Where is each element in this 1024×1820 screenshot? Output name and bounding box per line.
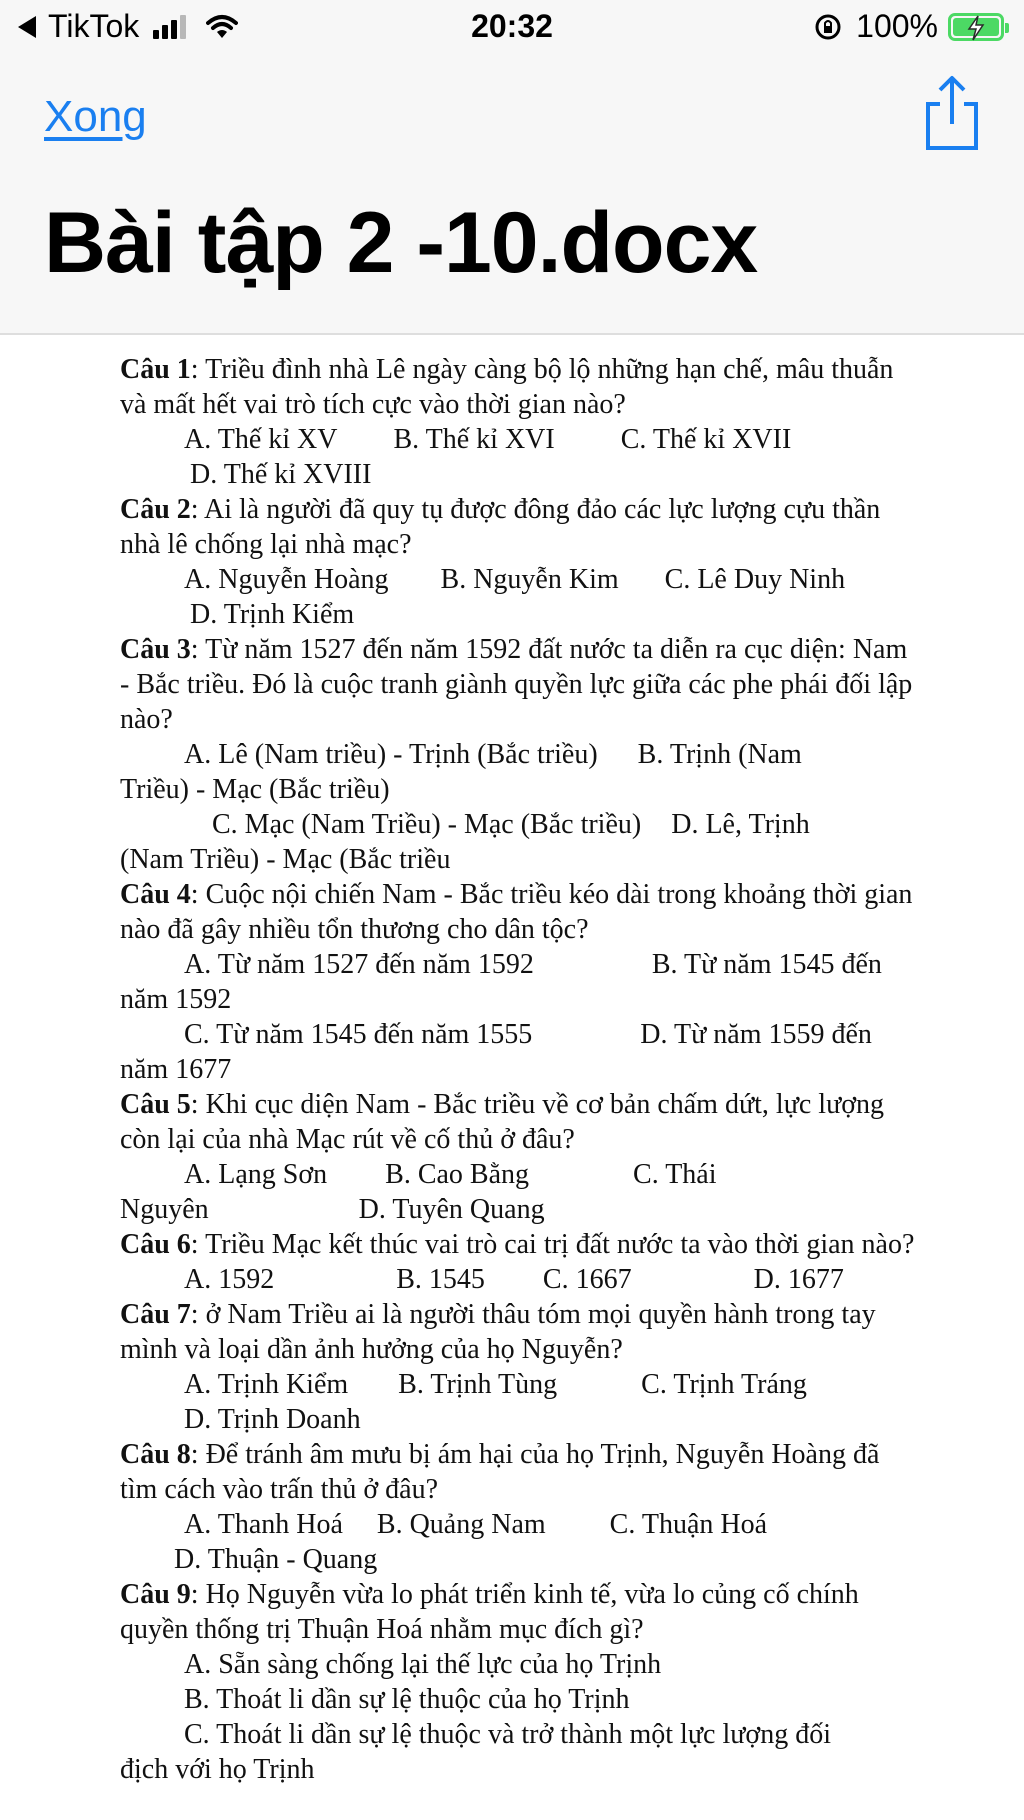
option-continuation: năm 1592 [120, 984, 232, 1015]
document-body [120, 352, 920, 1787]
option: B. Nguyễn Kim [440, 564, 619, 595]
battery-percent: 100% [856, 8, 938, 44]
question-9 [120, 1577, 920, 1647]
option: B. Thế kỉ XVI [393, 424, 555, 455]
question-text: : Cuộc nội chiến Nam - Bắc triều kéo dài trong khoảng thời gian nào đã gây nhiều tổn thương cho dân tộc? [120, 879, 913, 945]
option: B. Thoát li dần sự lệ thuộc của họ Trịnh [184, 1684, 630, 1715]
question-7-options [120, 1367, 920, 1402]
question-1 [120, 352, 920, 422]
question-text: : Triều Mạc kết thúc vai trò cai trị đất nước ta vào thời gian nào? [190, 1229, 915, 1260]
question-text: : Để tránh âm mưu bị ám hại của họ Trịnh, Nguyễn Hoàng đã tìm cách vào trấn thủ ở đâu? [120, 1439, 880, 1505]
question-8-options-row2 [120, 1542, 920, 1577]
option: A. Thế kỉ XV [184, 424, 338, 455]
option: C. Thoát li dần sự lệ thuộc và trở thành một lực lượng đối [184, 1719, 831, 1750]
question-2 [120, 492, 920, 562]
question-number: Câu 3 [120, 634, 191, 665]
option: A. Lạng Sơn [184, 1159, 328, 1190]
option-continuation: (Nam Triều) - Mạc (Bắc triều [120, 844, 451, 875]
option: C. Thế kỉ XVII [620, 424, 792, 455]
option: C. Mạc (Nam Triều) - Mạc (Bắc triều) [212, 809, 642, 840]
option: A. Nguyễn Hoàng [184, 564, 389, 595]
option: C. Trịnh Tráng [641, 1369, 807, 1400]
option: C. Thuận Hoá [609, 1509, 768, 1540]
option-continuation: Triều) - Mạc (Bắc triều) [120, 774, 390, 805]
option-continuation: năm 1677 [120, 1054, 232, 1085]
question-number: Câu 2 [120, 494, 191, 525]
status-right [814, 8, 1004, 45]
question-7 [120, 1297, 920, 1367]
question-number: Câu 4 [120, 879, 191, 910]
quicklook-header [0, 0, 1024, 335]
question-1-options [120, 422, 920, 457]
question-9-option-c-cont [120, 1752, 920, 1787]
question-4-options-row2 [120, 1017, 920, 1052]
option: D. Tuyên Quang [358, 1194, 545, 1225]
option: B. Trịnh (Nam [637, 739, 802, 770]
question-9-option-a [120, 1647, 920, 1682]
clock: 20:32 [471, 8, 553, 44]
done-button[interactable]: Xong [44, 92, 147, 141]
question-5-options [120, 1157, 920, 1192]
option: C. Thái [633, 1159, 717, 1190]
question-3-options [120, 737, 920, 772]
option-continuation: địch với họ Trịnh [120, 1754, 315, 1785]
question-8-options [120, 1507, 920, 1542]
option: B. Từ năm 1545 đến [651, 949, 882, 980]
question-6 [120, 1227, 920, 1262]
question-3-options-cont [120, 772, 920, 807]
question-number: Câu 8 [120, 1439, 191, 1470]
option: A. 1592 [184, 1264, 275, 1295]
battery-icon [948, 13, 1004, 41]
share-icon[interactable] [920, 74, 984, 154]
option: B. Cao Bằng [385, 1159, 530, 1190]
question-text: : Họ Nguyễn vừa lo phát triển kinh tế, vừa lo củng cố chính quyền thống trị Thuận Hoá nhằm mục đích gì? [120, 1579, 859, 1645]
option: A. Trịnh Kiểm [184, 1369, 349, 1400]
option-continuation: Nguyên [120, 1194, 209, 1225]
option: B. Quảng Nam [376, 1509, 546, 1540]
charging-bolt-icon [965, 15, 987, 41]
option: D. 1677 [753, 1264, 844, 1295]
option: A. Lê (Nam triều) - Trịnh (Bắc triều) [184, 739, 598, 770]
rotation-lock-icon [814, 13, 842, 41]
option: B. 1545 [396, 1264, 485, 1295]
option: D. Trịnh Kiểm [190, 599, 355, 630]
option: C. Lê Duy Ninh [664, 564, 846, 595]
question-text: : ở Nam Triều ai là người thâu tóm mọi quyền hành trong tay mình và loại dần ảnh hưởng của họ Nguyễn? [120, 1299, 876, 1365]
question-6-options [120, 1262, 920, 1297]
option: D. Thuận - Quang [174, 1544, 378, 1575]
question-2-options [120, 562, 920, 597]
question-number: Câu 6 [120, 1229, 191, 1260]
question-number: Câu 5 [120, 1089, 191, 1120]
question-3-options-cont2 [120, 842, 920, 877]
question-number: Câu 9 [120, 1579, 191, 1610]
question-text: : Triều đình nhà Lê ngày càng bộ lộ những hạn chế, mâu thuẫn và mất hết vai trò tích cực vào thời gian nào? [120, 354, 894, 420]
option: A. Từ năm 1527 đến năm 1592 [184, 949, 534, 980]
question-3-options-row2 [120, 807, 920, 842]
option: D. Thế kỉ XVIII [190, 459, 372, 490]
document-title: Bài tập 2 -10.docx [44, 195, 758, 291]
option: C. Từ năm 1545 đến năm 1555 [184, 1019, 533, 1050]
option: D. Từ năm 1559 đến [640, 1019, 872, 1050]
option: C. 1667 [542, 1264, 632, 1295]
back-app-label: TikTok [48, 8, 140, 44]
question-2-options-row2 [120, 597, 920, 632]
question-9-option-b [120, 1682, 920, 1717]
question-4-options-cont2 [120, 1052, 920, 1087]
option: A. Sẵn sàng chống lại thế lực của họ Trịnh [184, 1649, 662, 1680]
status-bar [0, 0, 1024, 56]
question-9-option-c [120, 1717, 920, 1752]
option: A. Thanh Hoá [184, 1509, 343, 1540]
question-text: : Ai là người đã quy tụ được đông đảo các lực lượng cựu thần nhà lê chống lại nhà mạc? [120, 494, 881, 560]
option: D. Trịnh Doanh [184, 1404, 361, 1435]
option: B. Trịnh Tùng [398, 1369, 558, 1400]
question-5 [120, 1087, 920, 1157]
question-number: Câu 7 [120, 1299, 191, 1330]
option: D. Lê, Trịnh [671, 809, 810, 840]
question-1-options-row2 [120, 457, 920, 492]
question-text: : Từ năm 1527 đến năm 1592 đất nước ta diễn ra cục diện: Nam - Bắc triều. Đó là cuộc tranh giành quyền lực giữa các phe phái đối lập nào? [120, 634, 913, 735]
question-4-options [120, 947, 920, 982]
question-4 [120, 877, 920, 947]
question-3 [120, 632, 920, 737]
question-text: : Khi cục diện Nam - Bắc triều về cơ bản chấm dứt, lực lượng còn lại của nhà Mạc rút về cố thủ ở đâu? [120, 1089, 885, 1155]
question-number: Câu 1 [120, 354, 191, 385]
question-5-options-cont [120, 1192, 920, 1227]
question-4-options-cont [120, 982, 920, 1017]
battery-cap [1005, 23, 1009, 33]
question-8 [120, 1437, 920, 1507]
question-7-options-row2 [120, 1402, 920, 1437]
